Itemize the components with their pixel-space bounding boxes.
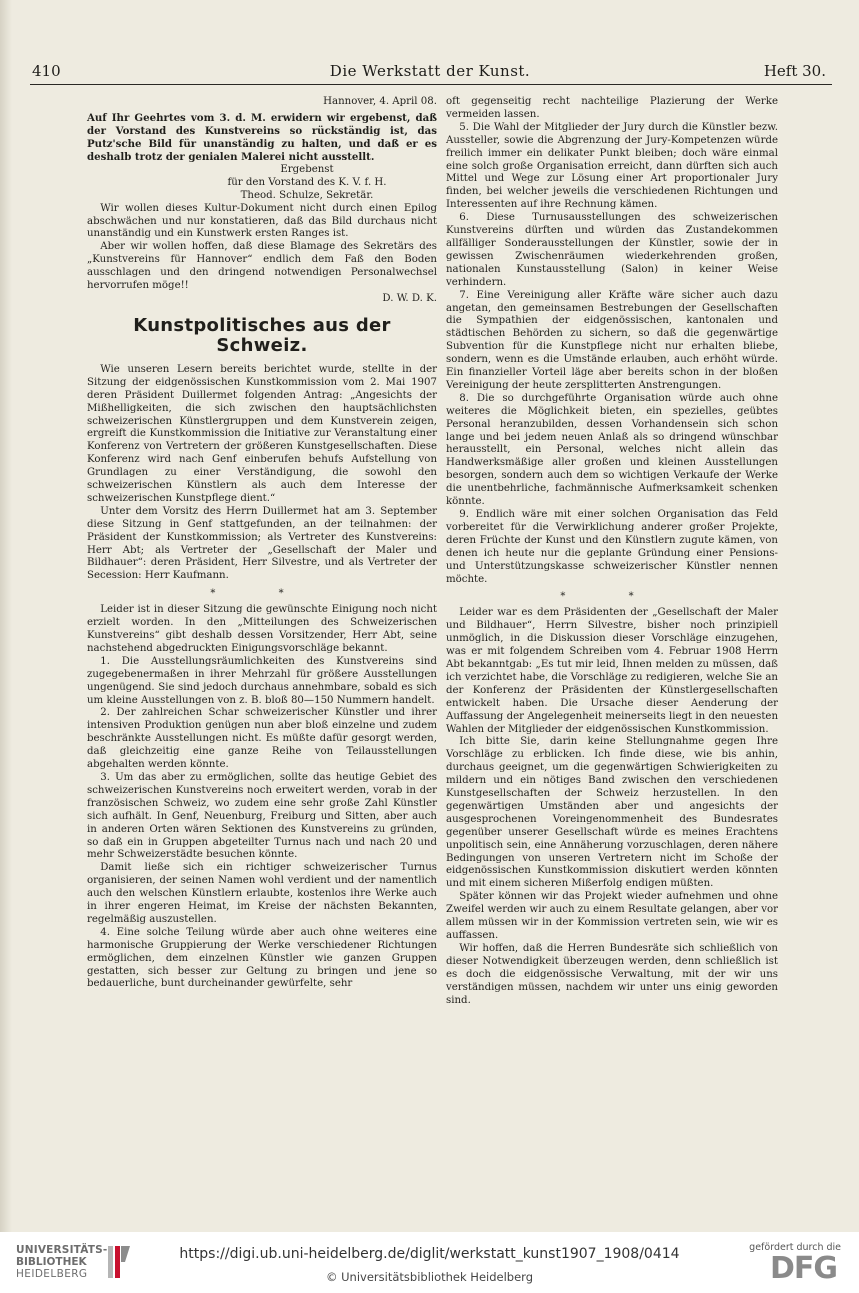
paragraph: 8. Die so durchgeführte Organisation würde auch ohne weiteres die Möglichkeit bieten, ein spezielles, geübtes Personal heranzubilden, dessen Vorhandensein sich schon lange und bei jedem neuen Anlaß als so dringend wünschbar herausstellt, ein Personal, welches nicht allein das Handwerksmäßige aller großen und kleinen Ausstellungen besorgen, sondern auch dem so wichtigen Verkaufe der Werke die unentbehrliche, fachmännische Aufmerksamkeit schenken könnte.	[446, 392, 778, 508]
page-number: 410	[32, 62, 61, 80]
section-separator: * *	[210, 588, 314, 600]
paragraph: oft gegenseitig recht nachteilige Plazierung der Werke vermeiden lassen.	[446, 96, 778, 120]
article-heading: Kunstpolitisches aus der Schweiz.	[133, 314, 391, 356]
paragraph: 2. Der zahlreichen Schar schweizerischer Künstler und ihrer intensiven Produktion genügen nun aber bloß einzelne und zudem beschränkte Ausstellungen nicht. Es müßte dafür gesorgt werden, daß gleichzeitig eine ganze Reihe von Teilausstellungen abgehalten werden könnte.	[87, 707, 437, 771]
paragraph: Wir wollen dieses Kultur-Dokument nicht durch einen Epilog abschwächen und nur konstatieren, daß das Bild durchaus nicht unanständig und ein Kunstwerk ersten Ranges ist.	[87, 202, 437, 240]
running-header	[30, 58, 830, 84]
dateline: Hannover, 4. April 08.	[323, 96, 437, 107]
funding-label: gefördert durch die	[749, 1242, 841, 1253]
paragraph: Leider ist in dieser Sitzung die gewünschte Einigung noch nicht erzielt worden. In den „Mitteilungen des Schweizerischen Kunstvereins“ gibt deshalb dessen Vorsitzender, Herr Abt, seine nachstehend abgedruckten Einigungsvorschläge bekannt.	[87, 604, 437, 654]
bold-notice: Auf Ihr Geehrtes vom 3. d. M. erwidern wir ergebenst, daß der Vorstand des Kunstvereins so rückständig ist, das Putz'sche Bild für unanständig zu halten, und daß er es deshalb trotz der genialen Malerei nicht ausstellt.	[87, 111, 437, 163]
paragraph: 7. Eine Vereinigung aller Kräfte wäre sicher auch dazu angetan, den gemeinsamen Bestrebungen der Gesellschaften die Sympathien der eidgenössischen, kantonalen und städtischen Behörden zu sichern, so daß die gegenwärtige Subvention für die Kunstpflege nicht nur erhalten bliebe, sondern, wenn es die Umstände erlauben, auch erhöht würde. Ein finanzieller Vorteil läge aber bereits schon in der bloßen Vereinigung der heute zersplitterten Anstrengungen.	[446, 289, 778, 391]
paragraph: 9. Endlich wäre mit einer solchen Organisation das Feld vorbereitet für die Verwirklichung anderer großer Projekte, deren Früchte der Kunst und den Künstlern zugute kämen, von denen ich heute nur die geplante Gründung einer Pensions- und Unterstützungskasse schweizerischer Künstler nennen möchte.	[446, 509, 778, 585]
library-name-line-1: UNIVERSITÄTS-	[16, 1244, 108, 1256]
paragraph: Wir hoffen, daß die Herren Bundesräte sich schließlich von dieser Notwendigkeit überzeugen werden, denn schließlich ist es doch die eidgenössische Verwaltung, mit der wir uns verständigen müssen, nachdem wir unter uns einig geworden sind.	[446, 942, 778, 1006]
library-name-line-3: HEIDELBERG	[16, 1268, 88, 1280]
viewer-footer	[0, 1232, 859, 1293]
author-sign: D. W. D. K.	[382, 292, 437, 304]
section-separator: * *	[560, 591, 664, 603]
signature-line-2: für den Vorstand des K. V. f. H.	[227, 176, 387, 188]
right-column	[446, 96, 778, 1007]
header-rule	[30, 84, 832, 85]
left-column	[87, 96, 437, 991]
issue-number: Heft 30.	[763, 62, 826, 80]
paragraph: Unter dem Vorsitz des Herrn Duillermet hat am 3. September diese Sitzung in Genf stattgefunden, an der teilnahmen: der Präsident der Kunstkommission; als Vertreter des Kunstvereins: Herr Abt; als Vertreter der „Gesellschaft der Maler und Bildhauer“: deren Präsident, Herr Silvestre, und als Vertreter der Secession: Herr Kaufmann.	[87, 505, 437, 582]
paragraph: 4. Eine solche Teilung würde aber auch ohne weiteres eine harmonische Gruppierung der Werke verschiedener Richtungen ermöglichen, dem einzelnen Künstler wie ganzen Gruppen gestatten, sich besser zur Geltung zu bringen und jene so bedauerliche, bunt durcheinander gewürfelte, sehr	[87, 926, 437, 990]
paragraph: 6. Diese Turnusausstellungen des schweizerischen Kunstvereins dürften und würden das Zustandekommen allfälliger Sonderausstellungen der Künstler, sowie der in gewissen Zwischenräumen wiederkehrenden großen, nationalen Kunstausstellung (Salon) in keiner Weise verhindern.	[446, 212, 778, 288]
paragraph: 1. Die Ausstellungsräumlichkeiten des Kunstvereins sind zugegebenermaßen in ihrer Mehrzahl für größere Ausstellungen ungenügend. Sie sind jedoch durchaus annehmbare, sobald es sich um kleine Ausstellungen von z. B. bloß 80—150 Nummern handelt.	[87, 655, 437, 706]
paragraph: Wie unseren Lesern bereits berichtet wurde, stellte in der Sitzung der eidgenössischen Kunstkommission vom 2. Mai 1907 deren Präsident Duillermet folgenden Antrag: „Angesichts der Mißhelligkeiten, die sich zwischen den hauptsächlichsten schweizerischen Künstlergruppen und dem Kunstverein zeigen, ergreift die Kunstkommission die Initiative zur Veranstaltung einer Konferenz von Vertretern der größeren Kunstgesellschaften. Diese Konferenz wird nach Genf einberufen behufs Aufstellung von Grundlagen zu einer Verständigung, die sowohl den schweizerischen Künstlern als auch dem Interesse der schweizerischen Kunstpflege dient.“	[87, 363, 437, 504]
paragraph: 5. Die Wahl der Mitglieder der Jury durch die Künstler bezw. Aussteller, sowie die Abgrenzung der Jury-Kompetenzen würde freilich immer ein delikater Punkt bleiben; doch wäre einmal eine solch große Organisation erreicht, dann dürften sich auch Mittel und Wege zur Lösung einer Art proportionaler Jury finden, bei welcher jeweils die verschiedenen Richtungen und Interessenten auf ihre Rechnung kämen.	[446, 121, 778, 211]
paragraph: Später können wir das Projekt wieder aufnehmen und ohne Zweifel werden wir auch zu einem Resultate gelangen, aber vor allem müssen wir in der Kommission vertreten sein, wie wir es auffassen.	[446, 891, 778, 941]
paragraph: Damit ließe sich ein richtiger schweizerischer Turnus organisieren, der seinen Namen wohl verdient und der namentlich auch den welschen Künstlern erlaubte, kostenlos ihre Werke auch in ihrer engeren Heimat, im Kreise der nächsten Bekannten, regelmäßig auszustellen.	[87, 862, 437, 925]
paragraph: Aber wir wollen hoffen, daß diese Blamage des Sekretärs des „Kunstvereins für Hannover“ endlich dem Faß den Boden ausschlagen und den dringend notwendigen Personalwechsel hervorrufen möge!!	[87, 241, 437, 292]
paragraph: Ich bitte Sie, darin keine Stellungnahme gegen Ihre Vorschläge zu erblicken. Ich finde diese, wie bis anhin, durchaus geeignet, um die gegenwärtigen Schwierigkeiten zu mildern und ein nötiges Band zwischen den verschiedenen Kunstgesellschaften der Schweiz herzustellen. In den gegenwärtigen Umständen aber und angesichts der ausgesprochenen Voreingenommenheit des Bundesrates gegenüber unserer Gesellschaft würde es meines Erachtens unpolitisch sein, eine Annäherung vorzuschlagen, deren nähere Bedingungen von unseren Vertretern nicht im Schoße der eidgenössischen Kunstkommission diskutiert werden könnten und mit einem sicheren Mißerfolg endigen müßten.	[446, 736, 778, 890]
signature-line-3: Theod. Schulze, Sekretär.	[240, 189, 374, 201]
permalink-url[interactable]: https://digi.ub.uni-heidelberg.de/diglit/werkstatt_kunst1907_1908/0414	[179, 1246, 680, 1262]
library-name-line-2: BIBLIOTHEK	[16, 1256, 87, 1268]
journal-title: Die Werkstatt der Kunst.	[329, 62, 531, 80]
copyright-notice: © Universitätsbibliothek Heidelberg	[325, 1270, 533, 1284]
paragraph: 3. Um das aber zu ermöglichen, sollte das heutige Gebiet des schweizerischen Kunstvereins noch erweitert werden, vorab in der französischen Schweiz, wo zudem eine sehr große Zahl Künstler sich aufhält. In Genf, Neuenburg, Freiburg und Sitten, aber auch in anderen Orten wären Sektionen des Kunstvereins zu gründen, so daß ein in Gruppen abgeteilter Turnus nach und nach 20 und mehr Schweizerstädte besuchen könnte.	[87, 771, 437, 861]
signature-line-1: Ergebenst	[280, 163, 334, 175]
page-edge-shadow	[0, 0, 12, 1232]
dfg-logo[interactable]: DFG	[769, 1251, 837, 1286]
paragraph: Leider war es dem Präsidenten der „Gesellschaft der Maler und Bildhauer“, Herrn Silvestre, bisher noch prinzipiell unmöglich, in die Diskussion dieser Vorschläge einzugehen, was er mit folgendem Schreiben vom 4. Februar 1908 Herrn Abt bekanntgab: „Es tut mir leid, Ihnen melden zu müssen, daß ich verzichtet habe, die Vorschläge zu redigieren, welche Sie an der Konferenz der Präsidenten der Künstlergesellschaften entwickelt haben. Die Ursache dieser Aenderung der Auffassung der Angelegenheit meinerseits liegt in den neuesten Wahlen der Mitglieder der eidgenössischen Kunstkommission.	[446, 607, 778, 735]
